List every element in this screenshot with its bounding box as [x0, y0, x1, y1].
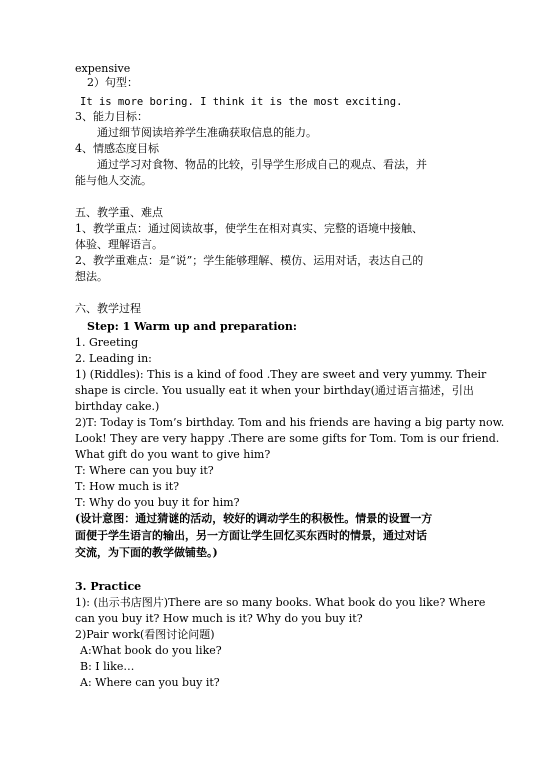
birthday-scenario-cont: Look! They are very happy .There are some gifts for Tom. Tom is our friend.: [75, 432, 500, 445]
ability-goal-text: 通过细节阅读培养学生准确获取信息的能力。: [97, 126, 317, 139]
birthday-scenario: 2)T: Today is Tom’s birthday. Tom and his friends are having a big party now.: [75, 416, 505, 429]
key-point-2: 2、教学重难点：是“说”；学生能够理解、模仿、运用对话，表达自己的: [75, 254, 424, 267]
practice-heading: 3. Practice: [75, 580, 142, 593]
birthday-scenario-question: What gift do you want to give him?: [75, 448, 271, 461]
greeting-item: 1. Greeting: [75, 336, 139, 349]
dialogue-line-a1: A:What book do you like?: [80, 644, 222, 657]
key-point-2-cont: 想法。: [75, 270, 108, 283]
dialogue-line-b1: B: I like…: [80, 660, 135, 673]
section-key-points-heading: 五、教学重、难点: [75, 206, 163, 219]
teacher-question-why: T: Why do you buy it for him?: [75, 496, 240, 509]
riddle-text-cont: shape is circle. You usually eat it when your birthday(通过语言描述，引出: [75, 384, 474, 397]
practice-bookstore-text: 1): (出示书店图片)There are so many books. What book do you like? Where: [75, 596, 486, 609]
practice-bookstore-text-cont: can you buy it? How much is it? Why do you buy it?: [75, 612, 363, 625]
attitude-goal-text-cont: 能与他人交流。: [75, 174, 152, 187]
key-point-1-cont: 体验、理解语言。: [75, 238, 163, 251]
key-point-1: 1、教学重点：通过阅读故事，使学生在相对真实、完整的语境中接触、: [75, 222, 423, 235]
attitude-goal-heading: 4、情感态度目标: [75, 142, 159, 155]
sentence-pattern-example: It is more boring. I think it is the most exciting.: [80, 96, 403, 108]
vocab-word: expensive: [75, 62, 131, 75]
riddle-text: 1) (Riddles): This is a kind of food .They are sweet and very yummy. Their: [75, 368, 487, 381]
teacher-question-where: T: Where can you buy it?: [75, 464, 214, 477]
design-intent-note-end: 交流，为下面的教学做铺垫。): [75, 546, 218, 559]
riddle-text-end: birthday cake.): [75, 400, 160, 413]
design-intent-note: (设计意图：通过猜谜的活动，较好的调动学生的积极性。情景的设置一方: [75, 512, 433, 525]
section-teaching-process-heading: 六、教学过程: [75, 302, 141, 315]
step-1-heading: Step: 1 Warm up and preparation:: [87, 320, 297, 333]
ability-goal-heading: 3、能力目标：: [75, 110, 148, 123]
teacher-question-how-much: T: How much is it?: [75, 480, 180, 493]
attitude-goal-text: 通过学习对食物、物品的比较，引导学生形成自己的观点、看法，并: [97, 158, 427, 171]
leading-in-item: 2. Leading in:: [75, 352, 152, 365]
sentence-pattern-heading: 2）句型：: [87, 76, 138, 89]
pair-work-heading: 2)Pair work(看图讨论问题): [75, 628, 215, 641]
design-intent-note-cont: 面便于学生语言的输出，另一方面让学生回忆买东西时的情景，通过对话: [75, 529, 427, 542]
dialogue-line-a2: A: Where can you buy it?: [80, 676, 220, 689]
